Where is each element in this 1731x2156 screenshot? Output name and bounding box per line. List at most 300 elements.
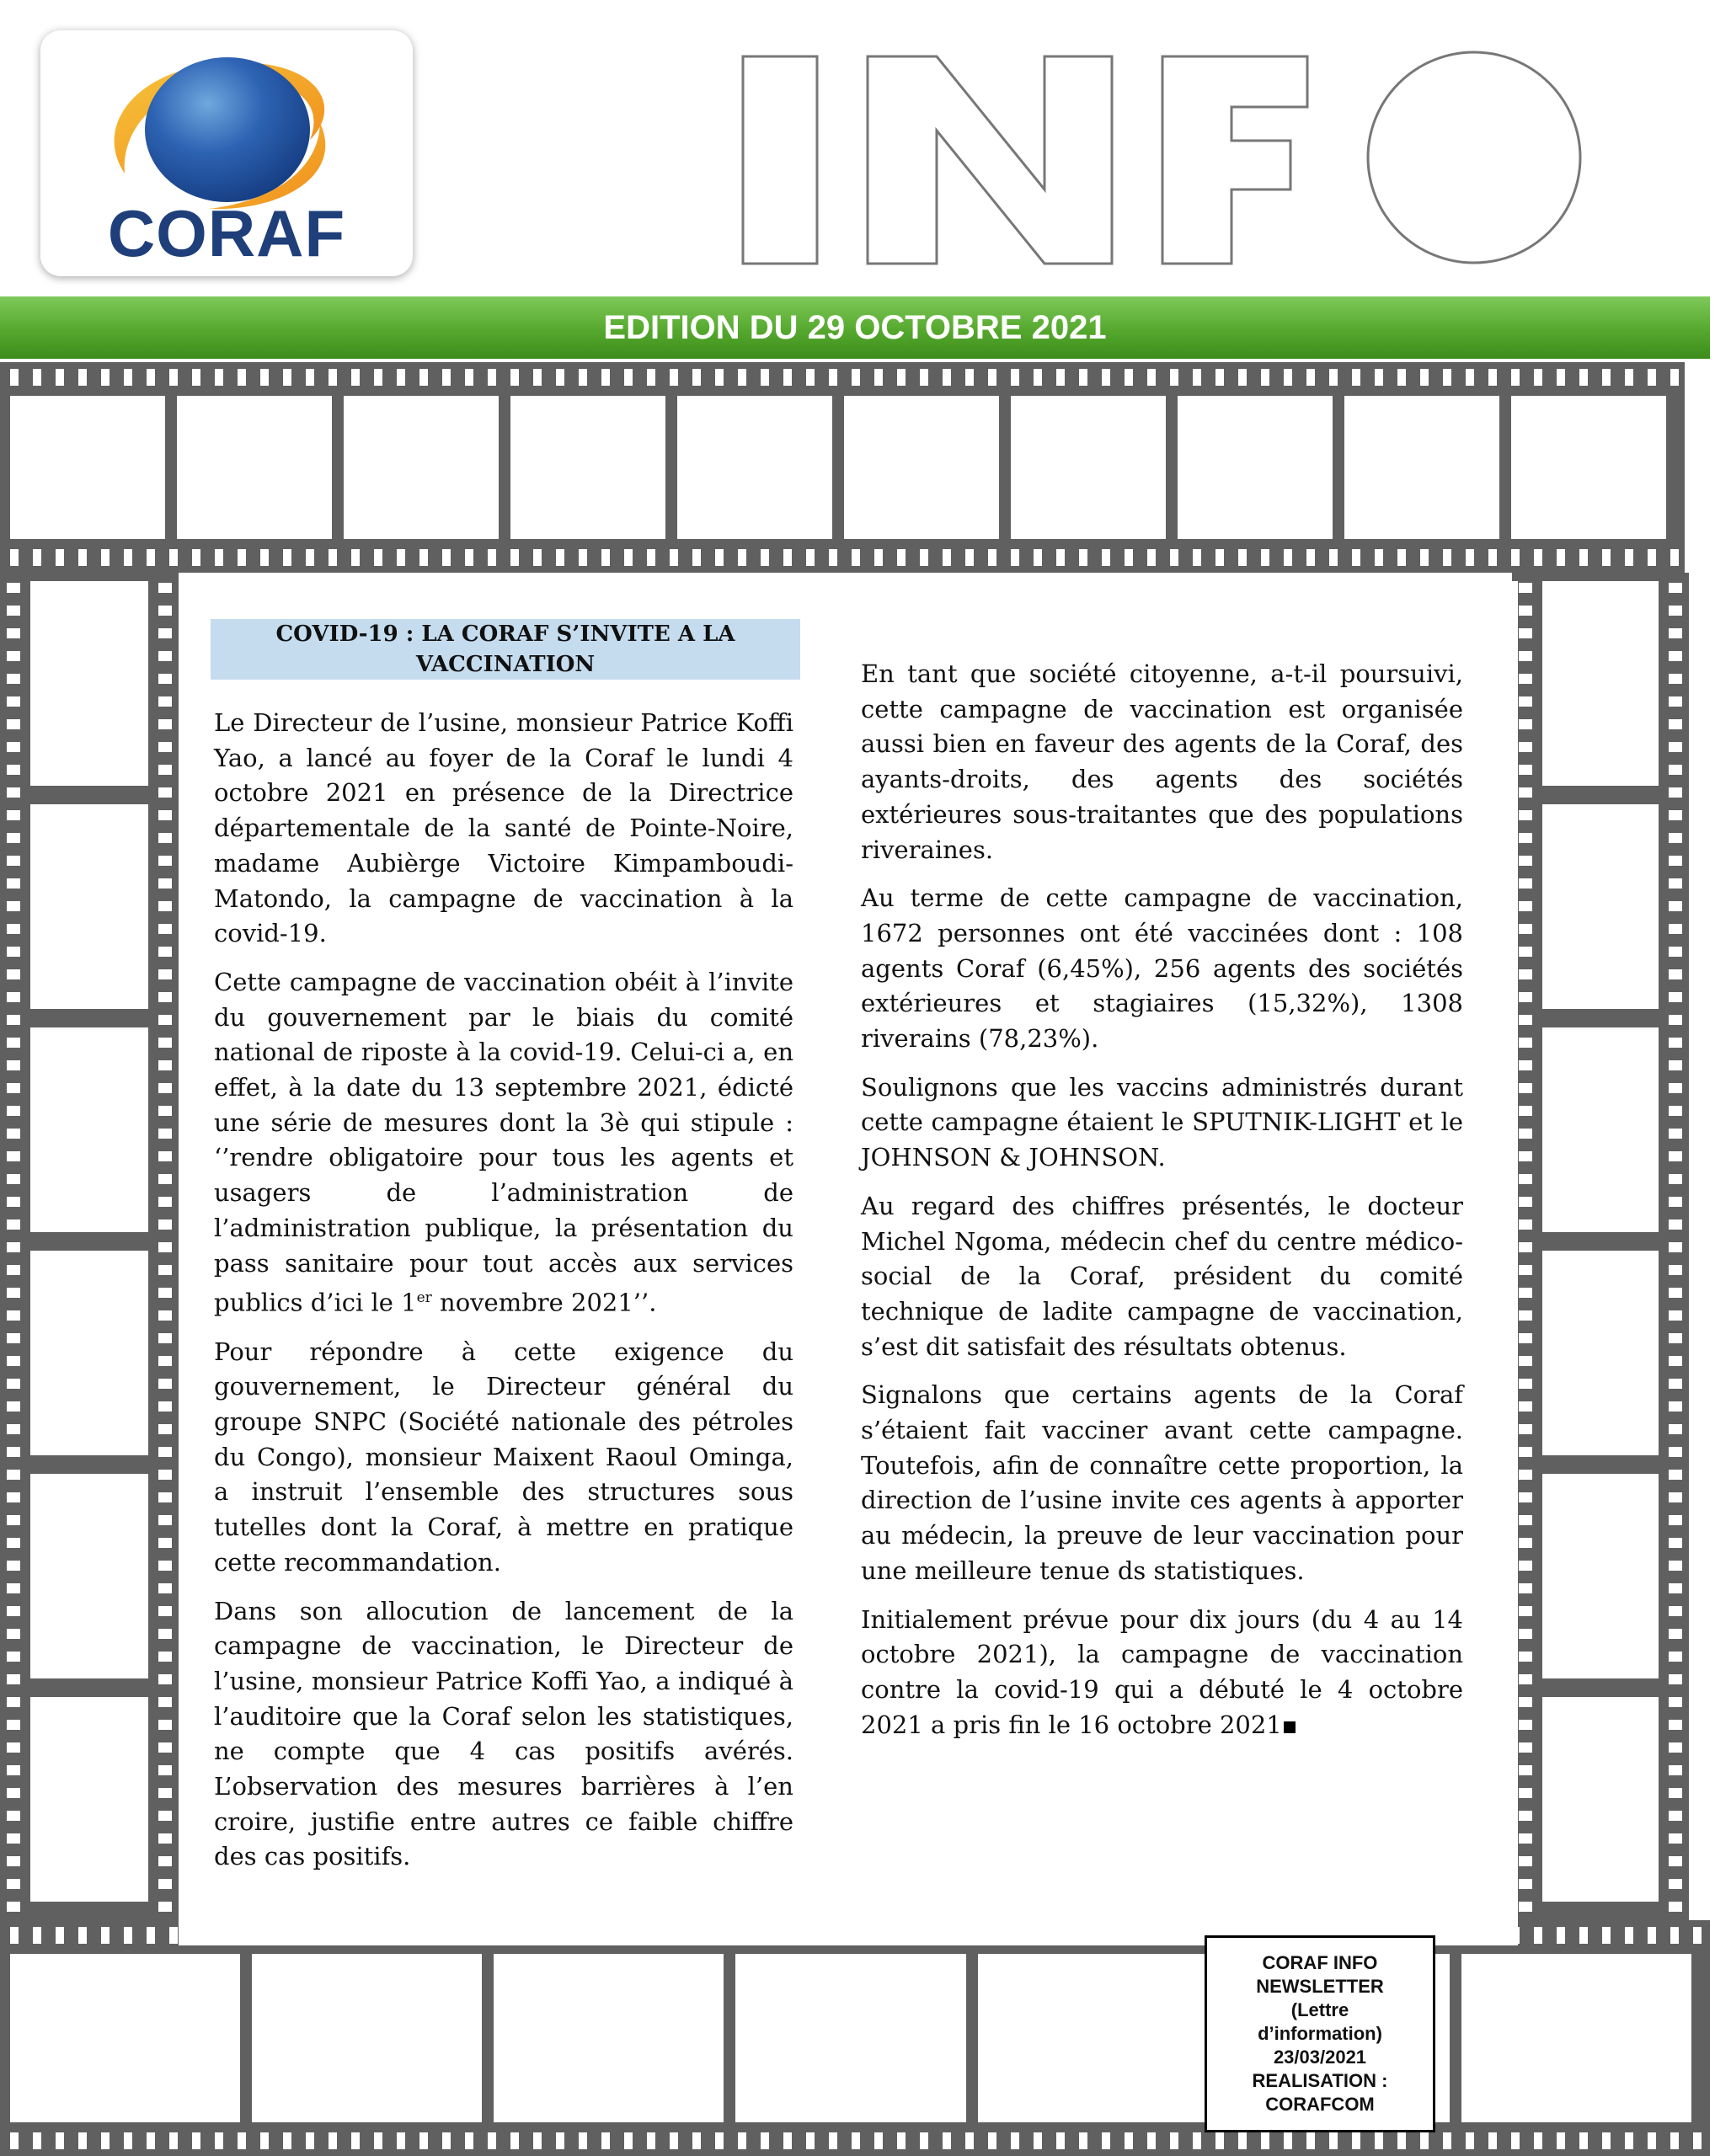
perforation-hole	[1170, 369, 1178, 386]
perforation-hole	[158, 1811, 172, 1821]
perforation-hole	[56, 369, 64, 386]
perforation-hole	[158, 1606, 172, 1616]
perforation-hole	[419, 369, 428, 386]
perforation-hole	[7, 674, 20, 684]
perforation-hole	[158, 878, 172, 889]
perforation-hole	[7, 1470, 20, 1480]
perforation-hole	[1669, 1310, 1682, 1321]
perforation-hole	[158, 1310, 172, 1321]
superscript: er	[416, 1289, 432, 1307]
perforation-hole	[1352, 369, 1360, 386]
perforation-hole	[7, 1697, 20, 1707]
perforation-hole	[1238, 2132, 1247, 2149]
paragraph: En tant que société citoyenne, a-t-il poursuivi, cette campagne de vaccination est organisée aussi bien en faveur des agents de la Coraf, des ayants-droits, des agents des sociétés extérieures sous-traitantes que des populations riveraines.	[861, 659, 1463, 864]
perforation-hole	[1669, 1219, 1682, 1230]
perforation-hole	[1669, 1879, 1682, 1889]
perforation-hole	[374, 2132, 382, 2149]
perforation-hole	[556, 2132, 564, 2149]
perforation-hole	[738, 2132, 746, 2149]
perforation-hole	[624, 2132, 633, 2149]
film-frame	[1542, 581, 1659, 786]
perforation-hole	[897, 369, 906, 386]
perforation-hole	[7, 1060, 20, 1070]
perforation-hole	[1519, 1129, 1532, 1139]
paragraph: Dans son allocution de lancement de la campagne de vaccination, le Directeur de l’usine, monsieur Patrice Koffi Yao, a indiqué à l’auditoire que la Coraf selon les statistiques, ne compte que 4 cas positifs avérés. L’observation des mesures barrières à l’en croire, justifie entre autres ce faible chiffre des cas positifs.	[214, 1596, 793, 1871]
film-frame	[1542, 1697, 1659, 1902]
perforation-hole	[158, 1288, 172, 1298]
perforation-hole	[7, 1333, 20, 1343]
perforation-hole	[1669, 742, 1682, 752]
perforation-hole	[158, 1788, 172, 1798]
perforation-hole	[579, 549, 587, 566]
perforation-hole	[7, 969, 20, 979]
perforation-hole	[988, 549, 996, 566]
perforation-hole	[7, 628, 20, 638]
film-frame	[1511, 396, 1666, 539]
paragraph: Au terme de cette campagne de vaccination, 1672 personnes ont été vaccinées dont : 108 agents Coraf (6,45%), 256 agents des sociétés extérieures et stagiaires (15,32%), 1308 riverains (78,23%).	[861, 883, 1463, 1054]
perforation-hole	[158, 1015, 172, 1025]
perforation-hole	[7, 1833, 20, 1844]
info-heading	[741, 46, 1584, 274]
perforation-hole	[7, 651, 20, 661]
perforation-hole	[215, 2132, 223, 2149]
perforation-hole	[1261, 369, 1269, 386]
perforation-hole	[1625, 1927, 1633, 1944]
perforation-hole	[124, 369, 132, 386]
perforation-hole	[624, 549, 633, 566]
film-frame	[10, 1954, 240, 2122]
perforation-hole	[1079, 549, 1087, 566]
perforation-hole	[124, 549, 132, 566]
perforation-hole	[158, 1197, 172, 1207]
perforation-hole	[1519, 696, 1532, 707]
perforation-hole	[1519, 1765, 1532, 1775]
perforation-hole	[1648, 2132, 1656, 2149]
perforation-hole	[806, 2132, 815, 2149]
perforation-hole	[1519, 1470, 1532, 1480]
perforation-hole	[965, 549, 974, 566]
article-title	[211, 619, 800, 680]
perforation-hole	[158, 1401, 172, 1412]
perforation-hole	[238, 549, 246, 566]
perforation-hole	[1693, 2132, 1702, 2149]
perforation-hole	[7, 1629, 20, 1639]
film-frame	[252, 1954, 482, 2122]
perforation-hole	[1519, 719, 1532, 729]
perforation-hole	[1648, 1927, 1656, 1944]
perforation-hole	[158, 1424, 172, 1434]
perforation-hole	[351, 2132, 360, 2149]
perforation-hole	[1669, 901, 1682, 911]
perforation-hole	[1056, 549, 1065, 566]
perforation-hole	[1557, 1927, 1565, 1944]
perforation-hole	[579, 2132, 587, 2149]
perforation-hole	[806, 549, 815, 566]
film-frame	[30, 804, 148, 1009]
paragraph: Cette campagne de vaccination obéit à l’invite du gouvernement par le biais du comité national de riposte à la covid-19. Celui-ci a, en effet, à la date du 13 septembre 2021, édicté une série de mesures dont la 3è qui stipule : ‘’rendre obligatoire pour tous les agents et usagers de l’administration de l’administration publique, la présentation du pass sanitaire pour tout accès aux services publics d’ici le 1er novembre 2021’’.	[214, 967, 793, 1317]
perforation-hole	[1534, 1927, 1542, 1944]
perforation-hole	[374, 549, 382, 566]
perforation-hole	[647, 2132, 655, 2149]
perforation-hole	[1079, 369, 1087, 386]
perforation-hole	[1519, 674, 1532, 684]
perforation-hole	[1519, 787, 1532, 798]
perforation-hole	[1669, 1765, 1682, 1775]
perforation-hole	[1519, 1447, 1532, 1457]
perforation-hole	[1519, 1333, 1532, 1343]
perforation-hole	[158, 1902, 172, 1912]
perforation-hole	[1193, 2132, 1201, 2149]
perforation-hole	[158, 1219, 172, 1230]
perforation-hole	[10, 2132, 19, 2149]
perforation-hole	[1669, 1151, 1682, 1161]
perforation-hole	[1125, 369, 1133, 386]
perforation-hole	[306, 2132, 314, 2149]
perforation-hole	[1519, 856, 1532, 866]
perforation-hole	[10, 1927, 19, 1944]
perforation-hole	[158, 1129, 172, 1139]
perforation-hole	[1238, 549, 1247, 566]
perforation-hole	[1669, 1447, 1682, 1457]
perforation-hole	[397, 369, 405, 386]
perforation-hole	[1669, 1811, 1682, 1821]
perforation-hole	[988, 369, 996, 386]
perforation-hole	[1669, 878, 1682, 889]
perforation-hole	[1669, 1652, 1682, 1662]
perforation-hole	[124, 2132, 132, 2149]
perforation-hole	[738, 369, 746, 386]
perforation-hole	[1669, 924, 1682, 934]
perforation-hole	[1669, 606, 1682, 616]
perforation-hole	[1669, 1379, 1682, 1389]
perforation-hole	[1669, 969, 1682, 979]
perforation-hole	[7, 1242, 20, 1252]
perforation-hole	[158, 1379, 172, 1389]
film-frame	[30, 1027, 148, 1232]
credit-line: (Lettre	[1290, 1999, 1349, 2020]
perforation-hole	[158, 1447, 172, 1457]
perforation-hole	[1669, 1060, 1682, 1070]
perforation-hole	[1284, 2132, 1292, 2149]
perforation-hole	[1170, 549, 1178, 566]
perforation-hole	[7, 787, 20, 798]
perforation-hole	[101, 1927, 110, 1944]
perforation-hole	[1375, 369, 1383, 386]
perforation-hole	[7, 1401, 20, 1412]
perforation-hole	[7, 1447, 20, 1457]
perforation-hole	[442, 369, 451, 386]
perforation-hole	[1375, 549, 1383, 566]
perforation-hole	[1519, 947, 1532, 957]
perforation-hole	[1669, 856, 1682, 866]
perforation-hole	[1519, 1288, 1532, 1298]
perforation-hole	[715, 2132, 724, 2149]
perforation-hole	[7, 1561, 20, 1571]
perforation-hole	[1669, 1606, 1682, 1616]
perforation-hole	[1375, 2132, 1383, 2149]
perforation-hole	[1519, 1606, 1532, 1616]
perforation-hole	[10, 369, 19, 386]
perforation-hole	[1602, 1927, 1611, 1944]
perforation-hole	[1669, 1902, 1682, 1912]
perforation-hole	[556, 549, 564, 566]
perforation-hole	[1534, 549, 1542, 566]
perforation-hole	[1519, 1492, 1532, 1502]
perforation-hole	[7, 1151, 20, 1161]
perforation-hole	[283, 369, 291, 386]
perforation-hole	[692, 549, 701, 566]
perforation-hole	[1519, 1629, 1532, 1639]
perforation-hole	[192, 369, 200, 386]
perforation-hole	[158, 810, 172, 820]
perforation-hole	[147, 369, 155, 386]
perforation-hole	[806, 369, 815, 386]
perforation-hole	[158, 1879, 172, 1889]
perforation-hole	[192, 549, 200, 566]
perforation-hole	[33, 549, 41, 566]
perforation-hole	[7, 1083, 20, 1093]
perforation-hole	[1329, 2132, 1338, 2149]
perforation-hole	[442, 549, 451, 566]
perforation-hole	[1519, 1174, 1532, 1184]
perforation-hole	[1519, 628, 1532, 638]
film-frame	[844, 396, 999, 539]
perforation-hole	[465, 549, 473, 566]
perforation-hole	[7, 1515, 20, 1525]
film-frame	[30, 1251, 148, 1455]
perforation-hole	[761, 549, 769, 566]
perforation-hole	[1034, 2132, 1042, 2149]
film-frame	[510, 396, 665, 539]
perforation-hole	[579, 369, 587, 386]
perforation-hole	[158, 1083, 172, 1093]
perforation-hole	[1193, 549, 1201, 566]
perforation-hole	[897, 549, 906, 566]
perforation-hole	[1670, 2132, 1679, 2149]
perforation-hole	[7, 924, 20, 934]
perforation-hole	[124, 1927, 132, 1944]
perforation-hole	[1519, 1356, 1532, 1366]
perforation-hole	[1519, 1424, 1532, 1434]
perforation-hole	[158, 1652, 172, 1662]
perforation-hole	[1215, 549, 1224, 566]
perforation-hole	[1669, 651, 1682, 661]
perforation-hole	[158, 1765, 172, 1775]
perforation-hole	[158, 901, 172, 911]
perforation-hole	[192, 2132, 200, 2149]
perforation-hole	[158, 1106, 172, 1116]
perforation-hole	[7, 1038, 20, 1048]
perforation-hole	[1625, 549, 1633, 566]
perforation-hole	[1669, 1083, 1682, 1093]
perforation-hole	[510, 549, 519, 566]
perforation-hole	[158, 1629, 172, 1639]
perforation-hole	[1519, 1310, 1532, 1321]
perforation-hole	[1147, 2132, 1156, 2149]
perforation-hole	[7, 1424, 20, 1434]
perforation-hole	[1443, 549, 1451, 566]
film-frame	[1344, 396, 1499, 539]
perforation-hole	[1669, 947, 1682, 957]
perforation-hole	[1669, 696, 1682, 707]
perforation-hole	[158, 1561, 172, 1571]
perforation-hole	[465, 369, 473, 386]
perforation-hole	[1397, 369, 1406, 386]
credit-line: NEWSLETTER	[1256, 1976, 1384, 1997]
perforation-hole	[7, 1742, 20, 1753]
perforation-hole	[670, 2132, 678, 2149]
perforation-hole	[647, 549, 655, 566]
perforation-hole	[56, 1927, 64, 1944]
perforation-hole	[874, 2132, 883, 2149]
perforation-hole	[1397, 2132, 1406, 2149]
perforation-hole	[7, 833, 20, 843]
perforation-hole	[533, 549, 542, 566]
perforation-hole	[1443, 2132, 1451, 2149]
perforation-hole	[1669, 1424, 1682, 1434]
perforation-hole	[852, 369, 860, 386]
perforation-hole	[329, 549, 337, 566]
perforation-hole	[7, 1015, 20, 1025]
perforation-hole	[488, 549, 496, 566]
perforation-hole	[1238, 369, 1247, 386]
perforation-hole	[1670, 549, 1679, 566]
perforation-hole	[829, 2132, 837, 2149]
perforation-hole	[601, 369, 610, 386]
perforation-hole	[1284, 549, 1292, 566]
perforation-hole	[1488, 369, 1497, 386]
perforation-hole	[7, 1811, 20, 1821]
perforation-hole	[488, 2132, 496, 2149]
perforation-hole	[1443, 369, 1451, 386]
perforation-hole	[1397, 549, 1406, 566]
perforation-hole	[1519, 1788, 1532, 1798]
perforation-hole	[7, 1356, 20, 1366]
perforation-hole	[1034, 369, 1042, 386]
perforation-hole	[1420, 369, 1429, 386]
credit-line: CORAFCOM	[1265, 2094, 1375, 2115]
perforation-hole	[7, 765, 20, 775]
perforation-hole	[1306, 549, 1315, 566]
perforation-hole	[1669, 1242, 1682, 1252]
perforation-hole	[920, 2132, 928, 2149]
perforation-hole	[158, 583, 172, 593]
perforation-hole	[1193, 369, 1201, 386]
perforation-hole	[1511, 549, 1520, 566]
perforation-hole	[1669, 1015, 1682, 1025]
perforation-hole	[306, 549, 314, 566]
perforation-hole	[1693, 1927, 1702, 1944]
perforation-hole	[1602, 369, 1611, 386]
perforation-hole	[101, 549, 110, 566]
perforation-hole	[1519, 1515, 1532, 1525]
perforation-hole	[1519, 992, 1532, 1002]
film-frame	[1542, 1474, 1659, 1678]
paragraph: Initialement prévue pour dix jours (du 4 au 14 octobre 2021), la campagne de vaccination contre la covid-19 qui a débuté le 4 octobre 2021 a pris fin le 16 octobre 2021	[861, 1604, 1463, 1739]
perforation-hole	[306, 369, 314, 386]
perforation-hole	[1669, 1265, 1682, 1275]
perforation-hole	[260, 369, 269, 386]
perforation-hole	[7, 1902, 20, 1912]
perforation-hole	[158, 947, 172, 957]
perforation-hole	[1306, 369, 1315, 386]
perforation-hole	[1648, 549, 1656, 566]
perforation-hole	[215, 369, 223, 386]
perforation-hole	[601, 549, 610, 566]
perforation-hole	[1261, 2132, 1269, 2149]
perforation-hole	[1669, 1401, 1682, 1412]
film-frame	[344, 396, 499, 539]
perforation-hole	[647, 369, 655, 386]
perforation-hole	[158, 1470, 172, 1480]
perforation-hole	[1669, 1333, 1682, 1343]
perforation-hole	[158, 628, 172, 638]
perforation-hole	[1352, 2132, 1360, 2149]
perforation-hole	[1519, 1811, 1532, 1821]
perforation-hole	[510, 2132, 519, 2149]
perforation-hole	[101, 2132, 110, 2149]
perforation-hole	[1519, 833, 1532, 843]
perforation-hole	[1519, 1742, 1532, 1753]
perforation-hole	[329, 369, 337, 386]
paragraph: Soulignons que les vaccins administrés durant cette campagne étaient le SPUTNIK-LIGHT et le JOHNSON & JOHNSON.	[861, 1072, 1463, 1172]
article-title-line-1: COVID-19 : LA CORAF S’INVITE A LA	[275, 622, 735, 647]
perforation-hole	[1519, 1720, 1532, 1730]
film-frame	[30, 581, 148, 786]
perforation-hole	[158, 1856, 172, 1866]
perforation-hole	[7, 1492, 20, 1502]
film-frame	[10, 396, 165, 539]
film-frame	[1542, 804, 1659, 1009]
perforation-hole	[1519, 1856, 1532, 1866]
paragraph: Le Directeur de l’usine, monsieur Patrice Koffi Yao, a lancé au foyer de la Coraf le lundi 4 octobre 2021 en présence de la Directrice départementale de la santé de Pointe-Noire, madame Aubièrge Victoire Kimpamboudi-Matondo, la campagne de vaccination à la covid-19.	[214, 708, 793, 948]
perforation-hole	[158, 969, 172, 979]
film-frame	[1011, 396, 1166, 539]
perforation-hole	[283, 549, 291, 566]
perforation-hole	[1670, 1927, 1679, 1944]
perforation-hole	[965, 2132, 974, 2149]
perforation-hole	[556, 369, 564, 386]
perforation-hole	[1579, 369, 1588, 386]
film-frame	[1178, 396, 1333, 539]
perforation-hole	[7, 1765, 20, 1775]
perforation-hole	[1215, 369, 1224, 386]
perforation-hole	[670, 549, 678, 566]
credit-line: REALISATION :	[1252, 2070, 1388, 2091]
perforation-hole	[260, 2132, 269, 2149]
perforation-hole	[158, 1833, 172, 1844]
perforation-hole	[158, 1242, 172, 1252]
perforation-hole	[1579, 1927, 1588, 1944]
perforation-hole	[715, 549, 724, 566]
perforation-hole	[1669, 719, 1682, 729]
perforation-hole	[738, 549, 746, 566]
perforation-hole	[1669, 1129, 1682, 1139]
perforation-hole	[943, 2132, 951, 2149]
perforation-hole	[1669, 583, 1682, 593]
film-frame	[1461, 1954, 1691, 2122]
perforation-hole	[624, 369, 633, 386]
film-frame	[677, 396, 832, 539]
perforation-hole	[1519, 1833, 1532, 1844]
perforation-hole	[761, 369, 769, 386]
perforation-hole	[7, 1879, 20, 1889]
perforation-hole	[1669, 1720, 1682, 1730]
perforation-hole	[920, 369, 928, 386]
perforation-hole	[1534, 2132, 1542, 2149]
perforation-hole	[1519, 1538, 1532, 1548]
perforation-hole	[7, 1652, 20, 1662]
